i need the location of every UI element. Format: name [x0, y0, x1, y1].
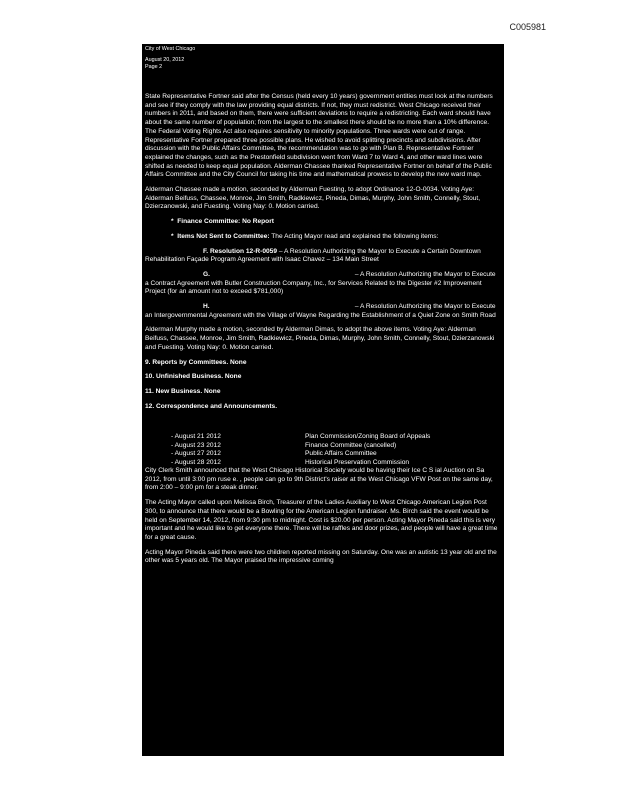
paragraph-motion-1: Alderman Chassee made a motion, seconded by Alderman Fuesting, to adopt Ordinance 12-O-0034. Voting Aye: Alderman Beifuss, Chassee, Monroe, Jim Smith, Radkiewicz, Pineda, Dimas, Murphy, John Smith, Connelly, Stout, Dzierzanowski, and Fuesting. Voting Nay: 0. Motion carried. — [145, 186, 481, 211]
section-11: 11. New Business. None — [145, 387, 221, 395]
paragraph-redistricting: State Representative Fortner said after the Census (held every 10 years) government entities must look at the numbers and see if they comply with the law providing equal districts. If not, they must redistrict. West Chicago received their numbers in 2011, and based on them, there were sufficient deviations to require a redistricting. Each ward should have about the same number of population; from the largest to the smallest there should be no more than a 10% difference. The Federal Voting Rights Act also requires sensitivity to minority populations. Three wards were out of range. Representative Fortner prepared three possible plans. He wished to avoid splitting precincts and subdivisions. After discussion with the Public Affairs Committee, the recommendation was to go with Plan B. Representative Fortner explained the changes, such as the Prestonfield subdivision went from Ward 7 to Ward 4, and other ward lines were shifted as needed to keep equal population. Alderman Chassee thanked Representative Fortner on behalf of the Public Affairs Committee and the City Council for taking his time and mathematical prowess to develop the new ward map. — [145, 93, 493, 179]
item-g-text: – A Resolution Authorizing the Mayor to Execute a Contract Agreement with Butler Construction Company, Inc., for Services Related to the Digester #2 Improvement Project (for an amount not to exceed $781,000) — [145, 270, 496, 296]
section-9: 9. Reports by Committees. None — [145, 358, 247, 366]
meeting-date: - August 28 2012 — [171, 458, 221, 466]
items-not-sent-text: The Acting Mayor read and explained the following items: — [271, 232, 439, 240]
item-f-text: – A Resolution Authorizing the Mayor to Execute a Certain Downtown Rehabilitation Façade Program Agreement with Isaac Chavez – 134 Main Street — [145, 247, 481, 264]
meeting-row — [171, 459, 430, 467]
section-12: 12. Correspondence and Announcements. — [145, 402, 278, 410]
items-not-sent-label: Items Not Sent to Committee: — [177, 232, 270, 240]
item-g-label: G. — [203, 270, 210, 278]
paragraph-bowling: The Acting Mayor called upon Melissa Birch, Treasurer of the Ladies Auxiliary to West Chicago American Legion Post 300, to announce that there would be a Bowling for the American Legion fundraiser. Ms. Birch said the event would be held on September 14, 2012, from 9:30 pm to midnight. Cost is $20.00 per person. Acting Mayor Pineda said this is very important and he would like to get everyone there. There will be raffles and door prizes, and people will have a great time for a great cause. — [145, 499, 498, 541]
header-city: City of West Chicago — [145, 46, 196, 52]
item-g — [145, 271, 501, 297]
document-id: C005981 — [509, 22, 546, 32]
meeting-date: - August 23 2012 — [171, 441, 221, 449]
item-h — [145, 303, 501, 320]
meeting-name: Public Affairs Committee — [305, 450, 377, 458]
paragraph-motion-2: Alderman Murphy made a motion, seconded by Alderman Dimas, to adopt the above items. Voting Aye: Alderman Beifuss, Chassee, Monroe, Jim Smith, Radkiewicz, Pineda, Dimas, Murphy, John Smith, Connelly, Stout, Dzierzanowski and Fuesting. Voting Nay: 0. Motion carried. — [145, 326, 495, 351]
section-10: 10. Unfinished Business. None — [145, 373, 242, 381]
header-date: August 20, 2012 — [145, 57, 185, 63]
meeting-name: Plan Commission/Zoning Board of Appeals — [305, 433, 431, 441]
item-h-label: H. — [203, 303, 210, 311]
item-h-text: – A Resolution Authorizing the Mayor to Execute an Intergovernmental Agreement with the Village of Wayne Regarding the Establishment of a Quiet Zone on Smith Road — [145, 303, 496, 319]
finance-committee-text: Finance Committee: No Report — [177, 218, 274, 226]
item-f-label: F. Resolution 12-R-0059 — [203, 247, 278, 255]
meeting-name: Finance Committee (cancelled) — [305, 441, 397, 449]
meeting-row — [171, 442, 430, 450]
meeting-row — [171, 433, 430, 441]
paragraph-clerk-announcement: City Clerk Smith announced that the West Chicago Historical Society would be having their Ice C S ial Auction on Sa 2012, from until 3:00 pm ruse e. , people can go to 9th District's raiser at the West Chicago VFW Post on the same day, from 2:00 – 9:00 pm for a steak dinner. — [145, 467, 493, 492]
meeting-row — [171, 450, 430, 458]
header-page: Page 2 — [145, 64, 163, 70]
redacted-page-panel — [142, 44, 504, 756]
meeting-schedule — [171, 433, 430, 467]
meeting-name: Historical Preservation Commission — [305, 458, 410, 466]
finance-committee: * Finance Committee: No Report — [171, 218, 274, 226]
meeting-date: - August 27 2012 — [171, 450, 221, 458]
meeting-date: - August 21 2012 — [171, 433, 221, 441]
paragraph-missing-children: Acting Mayor Pineda said there were two children reported missing on Saturday. One was an autistic 13 year old and the other was 5 years old. The Mayor praised the impressive coming — [145, 548, 497, 565]
items-not-sent: * Items Not Sent to Committee: The Acting Mayor read and explained the following items: — [171, 232, 439, 240]
item-f — [145, 248, 501, 265]
